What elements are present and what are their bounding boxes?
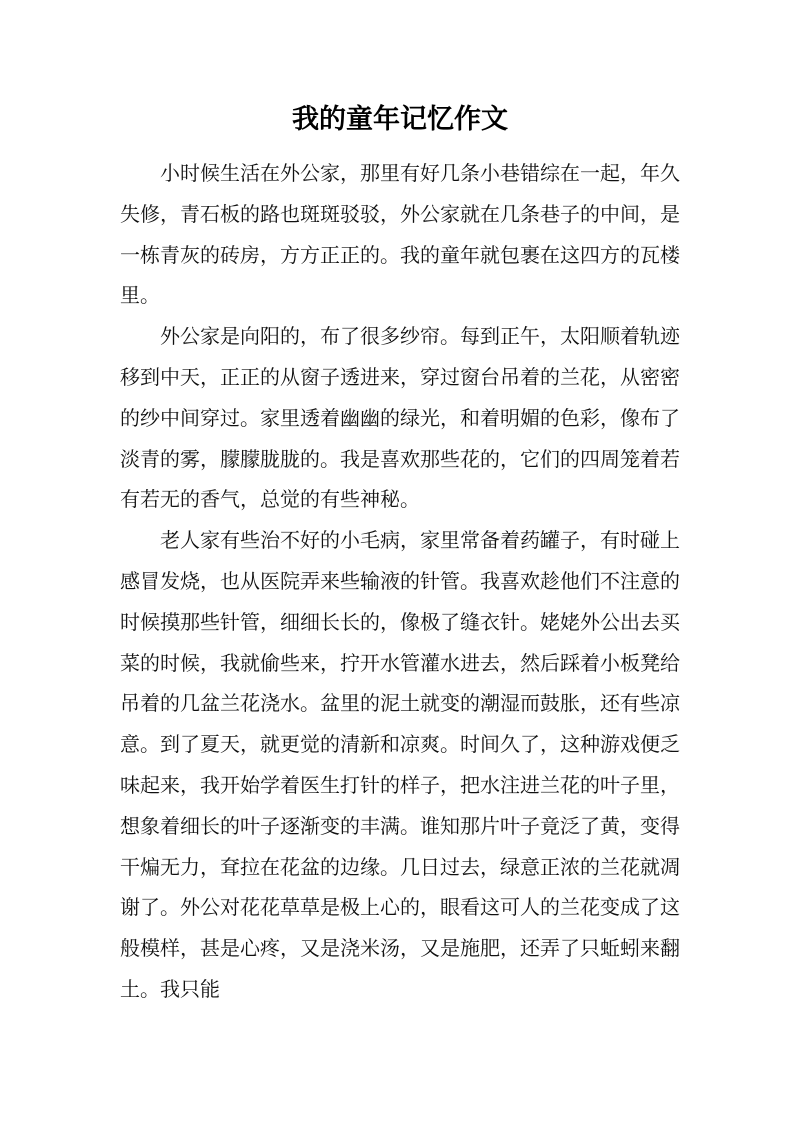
paragraph: 小时候生活在外公家，那里有好几条小巷错综在一起，年久失修，青石板的路也斑斑驳驳，外公家就在几条巷子的中间，是一栋青灰的砖房，方方正正的。我的童年就包裹在这四方的瓦楼里。 (120, 161, 680, 308)
document-body (120, 153, 680, 1010)
document-title: 我的童年记忆作文 (292, 104, 508, 135)
paragraph: 老人家有些治不好的小毛病，家里常备着药罐子，有时碰上感冒发烧，也从医院弄来些输液的针管。我喜欢趁他们不注意的时候摸那些针管，细细长长的，像极了缝衣针。姥姥外公出去买菜的时候，我就偷些来，拧开水管灌水进去，然后踩着小板凳给吊着的几盆兰花浇水。盆里的泥土就变的潮湿而鼓胀，还有些凉意。到了夏天，就更觉的清新和凉爽。时间久了，这种游戏便乏味起来，我开始学着医生打针的样子，把水注进兰花的叶子里，想象着细长的叶子逐渐变的丰满。谁知那片叶子竟泛了黄，变得干煸无力，耷拉在花盆的边缘。几日过去，绿意正浓的兰花就凋谢了。外公对花花草草是极上心的，眼看这可人的兰花变成了这般模样，甚是心疼，又是浇米汤，又是施肥，还弄了只蚯蚓来翻土。我只能 (120, 528, 680, 1001)
paragraph: 外公家是向阳的，布了很多纱帘。每到正午，太阳顺着轨迹移到中天，正正的从窗子透进来，穿过窗台吊着的兰花，从密密的纱中间穿过。家里透着幽幽的绿光，和着明媚的色彩，像布了淡青的雾，朦朦胧胧的。我是喜欢那些花的，它们的四周笼着若有若无的香气，总觉的有些神秘。 (120, 324, 680, 512)
